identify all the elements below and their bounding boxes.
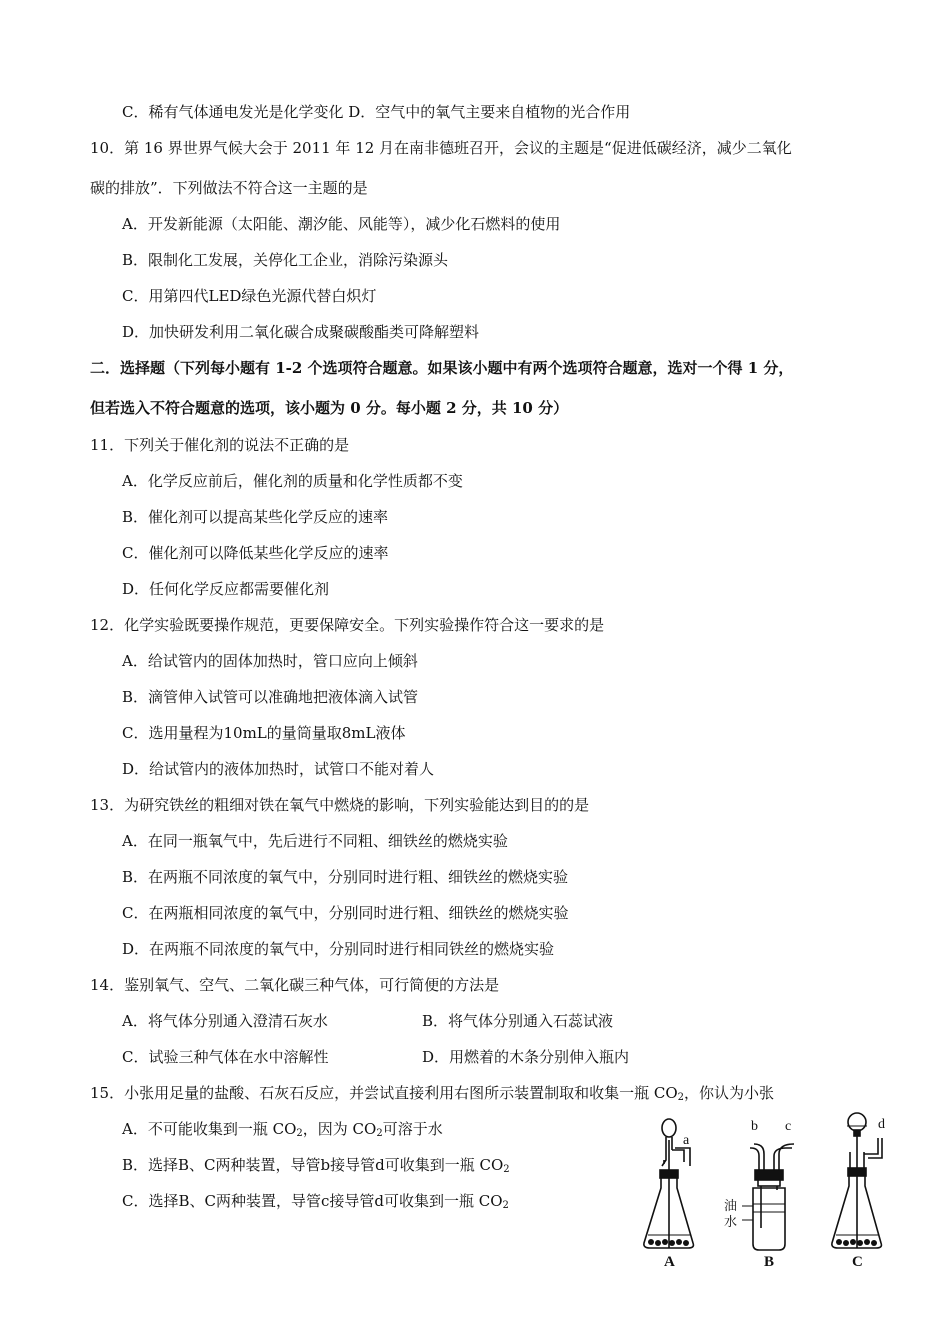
q13-option-b: B．在两瓶不同浓度的氧气中，分别同时进行粗、细铁丝的燃烧实验 (122, 868, 569, 886)
q10-option-c: C．用第四代LED绿色光源代替白炽灯 (122, 287, 377, 305)
label-A: A (664, 1254, 675, 1270)
q11-option-c: C．催化剂可以降低某些化学反应的速率 (122, 544, 389, 562)
label-d: d (878, 1117, 885, 1132)
q13-option-a: A．在同一瓶氧气中，先后进行不同粗、细铁丝的燃烧实验 (122, 832, 508, 850)
q11-option-d: D．任何化学反应都需要催化剂 (122, 580, 330, 598)
q12-option-a: A．给试管内的固体加热时，管口应向上倾斜 (122, 652, 418, 670)
q12-stem: 12．化学实验既要操作规范，更要保障安全。下列实验操作符合这一要求的是 (90, 616, 605, 634)
q12-option-c: C．选用量程为10mL的量筒量取8mL液体 (122, 724, 406, 742)
apparatus-c (832, 1113, 885, 1270)
q12-option-b: B．滴管伸入试管可以准确地把液体滴入试管 (122, 688, 419, 706)
section2-heading-line1: 二．选择题（下列每小题有 1-2 个选项符合题意。如果该小题中有两个选项符合题意，选对一个得 1 分， (90, 359, 794, 377)
q13-stem: 13．为研究铁丝的粗细对铁在氧气中燃烧的影响，下列实验能达到目的的是 (90, 796, 590, 814)
apparatus-b (724, 1119, 794, 1270)
q13-option-d: D．在两瓶不同浓度的氧气中，分别同时进行相同铁丝的燃烧实验 (122, 940, 555, 958)
q14-stem: 14．鉴别氧气、空气、二氧化碳三种气体，可行简便的方法是 (90, 976, 500, 994)
q15-option-c: C．选择B、C两种装置，导管c接导管d可收集到一瓶 $CO_2$ (122, 1192, 509, 1211)
label-c: c (785, 1119, 792, 1134)
q11-stem: 11．下列关于催化剂的说法不正确的是 (90, 436, 350, 454)
q12-option-d: D．给试管内的液体加热时，试管口不能对着人 (122, 760, 435, 778)
q11-option-b: B．催化剂可以提高某些化学反应的速率 (122, 508, 389, 526)
q14-option-c: C．试验三种气体在水中溶解性 (122, 1048, 329, 1066)
q14-options-row2 (122, 1047, 722, 1067)
q15-stem: 15．小张用足量的盐酸、石灰石反应，并尝试直接利用右图所示装置制取和收集一瓶 $CO_2$，你认为小张 (90, 1084, 775, 1103)
q9-option-c: C．稀有气体通电发光是化学变化 D．空气中的氧气主要来自植物的光合作用 (122, 103, 631, 121)
q10-option-a: A．开发新能源（太阳能、潮汐能、风能等），减少化石燃料的使用 (122, 215, 561, 233)
q14-option-b: B．将气体分别通入石蕊试液 (422, 1012, 614, 1030)
label-B: B (764, 1254, 775, 1270)
apparatus-figure (638, 1108, 894, 1272)
q14-option-a: A．将气体分别通入澄清石灰水 (122, 1012, 328, 1030)
section2-heading-line2: 但若选入不符合题意的选项，该小题为 0 分。每小题 2 分，共 10 分） (90, 399, 569, 417)
label-b: b (751, 1119, 758, 1134)
q14-option-d: D．用燃着的木条分别伸入瓶内 (422, 1048, 630, 1066)
q15-option-a: A．不可能收集到一瓶 $CO_2$，因为 $CO_2$可溶于水 (122, 1120, 443, 1139)
q14-options-row1 (122, 1011, 722, 1031)
label-C: C (852, 1254, 863, 1270)
label-water: 水 (724, 1214, 738, 1229)
q15-option-b: B．选择B、C两种装置，导管b接导管d可收集到一瓶 $CO_2$ (122, 1156, 510, 1175)
label-a: a (683, 1133, 690, 1148)
q10-stem-line2: 碳的排放”．下列做法不符合这一主题的是 (90, 179, 368, 197)
q11-option-a: A．化学反应前后，催化剂的质量和化学性质都不变 (122, 472, 463, 490)
q10-stem-line1: 10．第 16 界世界气候大会于 2011 年 12 月在南非德班召开，会议的主题是“促进低碳经济，减少二氧化 (90, 139, 792, 157)
q13-option-c: C．在两瓶相同浓度的氧气中，分别同时进行粗、细铁丝的燃烧实验 (122, 904, 569, 922)
label-oil: 油 (724, 1198, 738, 1213)
apparatus-a (644, 1119, 694, 1270)
q10-option-b: B．限制化工发展，关停化工企业，消除污染源头 (122, 251, 449, 269)
q10-option-d: D．加快研发利用二氧化碳合成聚碳酸酯类可降解塑料 (122, 323, 480, 341)
